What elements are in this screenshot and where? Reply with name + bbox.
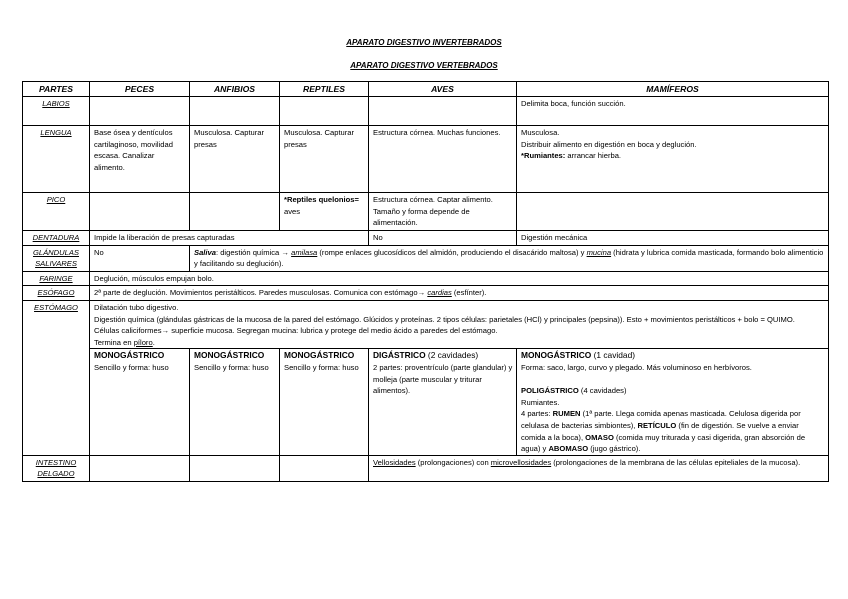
cell-empty [517, 193, 829, 231]
cell-empty [90, 455, 190, 481]
reptiles-monogastrico-text: Sencillo y forma: huso [284, 362, 359, 372]
estomago-line-1: Dilatación tubo digestivo. [94, 302, 179, 312]
header-peces: PECES [90, 82, 190, 97]
row-labios [23, 97, 829, 126]
part-pico: PICO [23, 193, 90, 231]
abomaso-term: ABOMASO [548, 444, 589, 454]
lengua-peces: Base ósea y dentículos cartilaginoso, movilidad escasa. Canalizar alimento. [90, 126, 190, 193]
cell-empty [90, 193, 190, 231]
estomago-line-3: Células caliciformes→ superficie mucosa. Segregan mucina: lubrica y protege del medio ácido a paredes del estómago. [94, 326, 498, 336]
row-glandulas [23, 245, 829, 271]
piloro-term: píloro [133, 337, 153, 347]
lengua-reptiles: Musculosa. Capturar presas [280, 126, 369, 193]
cell-empty [369, 97, 517, 126]
part-labios: LABIOS [23, 97, 90, 126]
esofago-text [90, 286, 829, 301]
omaso-term: OMASO [585, 432, 614, 442]
mam-poligastrico-title: POLIGÁSTRICO [521, 386, 579, 396]
header-aves: AVES [369, 82, 517, 97]
glandulas-peces: No [90, 245, 190, 271]
row-estomago-types [23, 349, 829, 455]
lengua-mam-2: Distribuir alimento en digestión en boca y deglución. [521, 139, 697, 149]
rumen-term: RUMEN [552, 409, 581, 419]
microvellosidades-term: microvellosidades [490, 457, 552, 467]
lengua-anfibios: Musculosa. Capturar presas [190, 126, 280, 193]
rumiantes-label: *Rumiantes: [521, 151, 566, 161]
reptiles-quelonios: *Reptiles quelonios= [284, 195, 359, 204]
row-lengua [23, 126, 829, 193]
mucina-term: mucina [586, 247, 612, 257]
peces-monogastrico: MONOGÁSTRICO [94, 350, 165, 361]
cell-empty [190, 455, 280, 481]
cardias-term: cardias [427, 288, 452, 298]
vellosidades-term: Vellosidades [373, 457, 416, 467]
row-esofago [23, 286, 829, 301]
cell-empty [90, 97, 190, 126]
lengua-aves: Estructura córnea. Muchas funciones. [369, 126, 517, 193]
cell-empty [190, 193, 280, 231]
estomago-line-2: Digestión química (glándulas gástricas de la mucosa de la pared del estómago. Glúcidos y proteínas. 2 tipos células: parietales (HCl) y principales (pepsina)). Esto + movimientos peristálticos + bolo = QUIMO. [94, 314, 795, 324]
part-intestino: INTESTINO DELGADO [23, 455, 90, 481]
mam-4-partes [521, 408, 825, 454]
title-invertebrados: APARATO DIGESTIVO INVERTEBRADOS [346, 38, 502, 47]
cell-empty [190, 97, 280, 126]
mam-4-partes-label: 4 partes: [521, 409, 553, 419]
amilasa-term: amilasa [291, 247, 318, 257]
mam-poligastrico [521, 385, 825, 397]
esofago-text-end: (esfínter). [451, 288, 487, 298]
digestive-table [22, 81, 829, 482]
faringe-text: Deglución, músculos empujan bolo. [90, 271, 829, 286]
lengua-mam-1: Musculosa. [521, 128, 560, 137]
lengua-mam-3 [521, 150, 825, 162]
aves-digastrico-title: DIGÁSTRICO [373, 350, 426, 361]
intestino-text [369, 455, 829, 481]
intestino-text-1: (prolongaciones) con [415, 457, 491, 467]
row-estomago [23, 300, 829, 348]
dentadura-aves: No [369, 231, 517, 246]
rumen-text: (1ª parte. Llega comida apenas masticada. Celulosa digerida por celulasa de bacterias simbiontes), [521, 409, 801, 430]
row-faringe [23, 271, 829, 286]
saliva-text-3: (hidrata y lubrica comida masticada, formando bolo alimenticio y facilitando su deglución). [194, 247, 824, 269]
mam-monogastrico [521, 350, 825, 362]
labios-mamiferos: Delimita boca, función succión. [517, 97, 829, 126]
saliva-text-2: (rompe enlaces glucosídicos del almidón, produciendo el disacárido maltosa) y [317, 247, 587, 257]
intestino-text-2: (prolongaciones de la membrana de las células epiteliales de la mucosa). [551, 457, 801, 467]
estomago-aves [369, 349, 517, 455]
estomago-anfibios [190, 349, 280, 455]
lengua-mamiferos [517, 126, 829, 193]
estomago-general [90, 300, 829, 348]
saliva-label: Saliva [194, 247, 216, 257]
row-dentadura [23, 231, 829, 246]
rumiantes-text: arrancar hierba. [565, 151, 622, 161]
anfibios-monogastrico-text: Sencillo y forma: huso [194, 362, 269, 372]
anfibios-monogastrico: MONOGÁSTRICO [194, 350, 265, 361]
pico-reptiles [280, 193, 369, 231]
aves-digastrico [373, 350, 513, 362]
peces-monogastrico-text: Sencillo y forma: huso [94, 362, 169, 372]
reptiles-monogastrico: MONOGÁSTRICO [284, 350, 355, 361]
part-esofago: ESÓFAGO [23, 286, 90, 301]
part-lengua: LENGUA [23, 126, 90, 193]
estomago-line-4 [94, 337, 825, 349]
reptiles-aves: aves [284, 206, 301, 216]
saliva-text-1: : digestión química → [215, 247, 292, 257]
mam-monogastrico-note: (1 cavidad) [591, 350, 636, 361]
header-mamiferos: MAMÍFEROS [517, 82, 829, 97]
header-anfibios: ANFIBIOS [190, 82, 280, 97]
estomago-line-4-end: . [152, 337, 155, 347]
dentadura-peces-anfibios-reptiles: Impide la liberación de presas capturadas [90, 231, 369, 246]
header-reptiles: REPTILES [280, 82, 369, 97]
part-estomago: ESTÓMAGO [23, 300, 90, 455]
estomago-mamiferos [517, 349, 829, 455]
estomago-line-4-text: Termina en [94, 337, 134, 347]
row-intestino [23, 455, 829, 481]
cell-empty [280, 455, 369, 481]
row-pico [23, 193, 829, 231]
cell-empty [280, 97, 369, 126]
mam-monogastrico-title: MONOGÁSTRICO [521, 350, 592, 361]
reticulo-term: RETÍCULO [637, 420, 677, 430]
estomago-peces [90, 349, 190, 455]
glandulas-saliva [190, 245, 829, 271]
dentadura-mamiferos: Digestión mecánica [517, 231, 829, 246]
omaso-text: (comida muy triturada y casi digerida, gran absorción de agua) y [521, 432, 806, 454]
title-vertebrados: APARATO DIGESTIVO VERTEBRADOS [350, 61, 498, 70]
abomaso-text: (jugo gástrico). [588, 444, 641, 454]
reticulo-text: (fin de digestión. Se vuelve a enviar comida a la boca), [521, 420, 799, 442]
mam-monogastrico-text: Forma: saco, largo, curvo y plegado. Más voluminoso en herbívoros. [521, 362, 752, 372]
part-glandulas: GLÁNDULAS SALIVARES [23, 245, 90, 271]
spacer [521, 374, 825, 386]
header-partes: PARTES [23, 82, 90, 97]
header-row [23, 82, 829, 97]
esofago-text-1: 2ª parte de deglución. Movimientos peristálticos. Paredes musculosas. Comunica con estómago→ [94, 288, 428, 298]
aves-digastrico-note: (2 cavidades) [425, 350, 479, 361]
estomago-reptiles [280, 349, 369, 455]
part-faringe: FARINGE [23, 271, 90, 286]
mam-rumiantes: Rumiantes. [521, 397, 560, 407]
mam-poligastrico-note: (4 cavidades) [578, 386, 627, 396]
aves-digastrico-text: 2 partes: proventrículo (parte glandular) y molleja (parte muscular y triturar alimentos). [373, 362, 513, 396]
pico-aves: Estructura córnea. Captar alimento. Tamaño y forma depende de alimentación. [369, 193, 517, 231]
part-dentadura: DENTADURA [23, 231, 90, 246]
